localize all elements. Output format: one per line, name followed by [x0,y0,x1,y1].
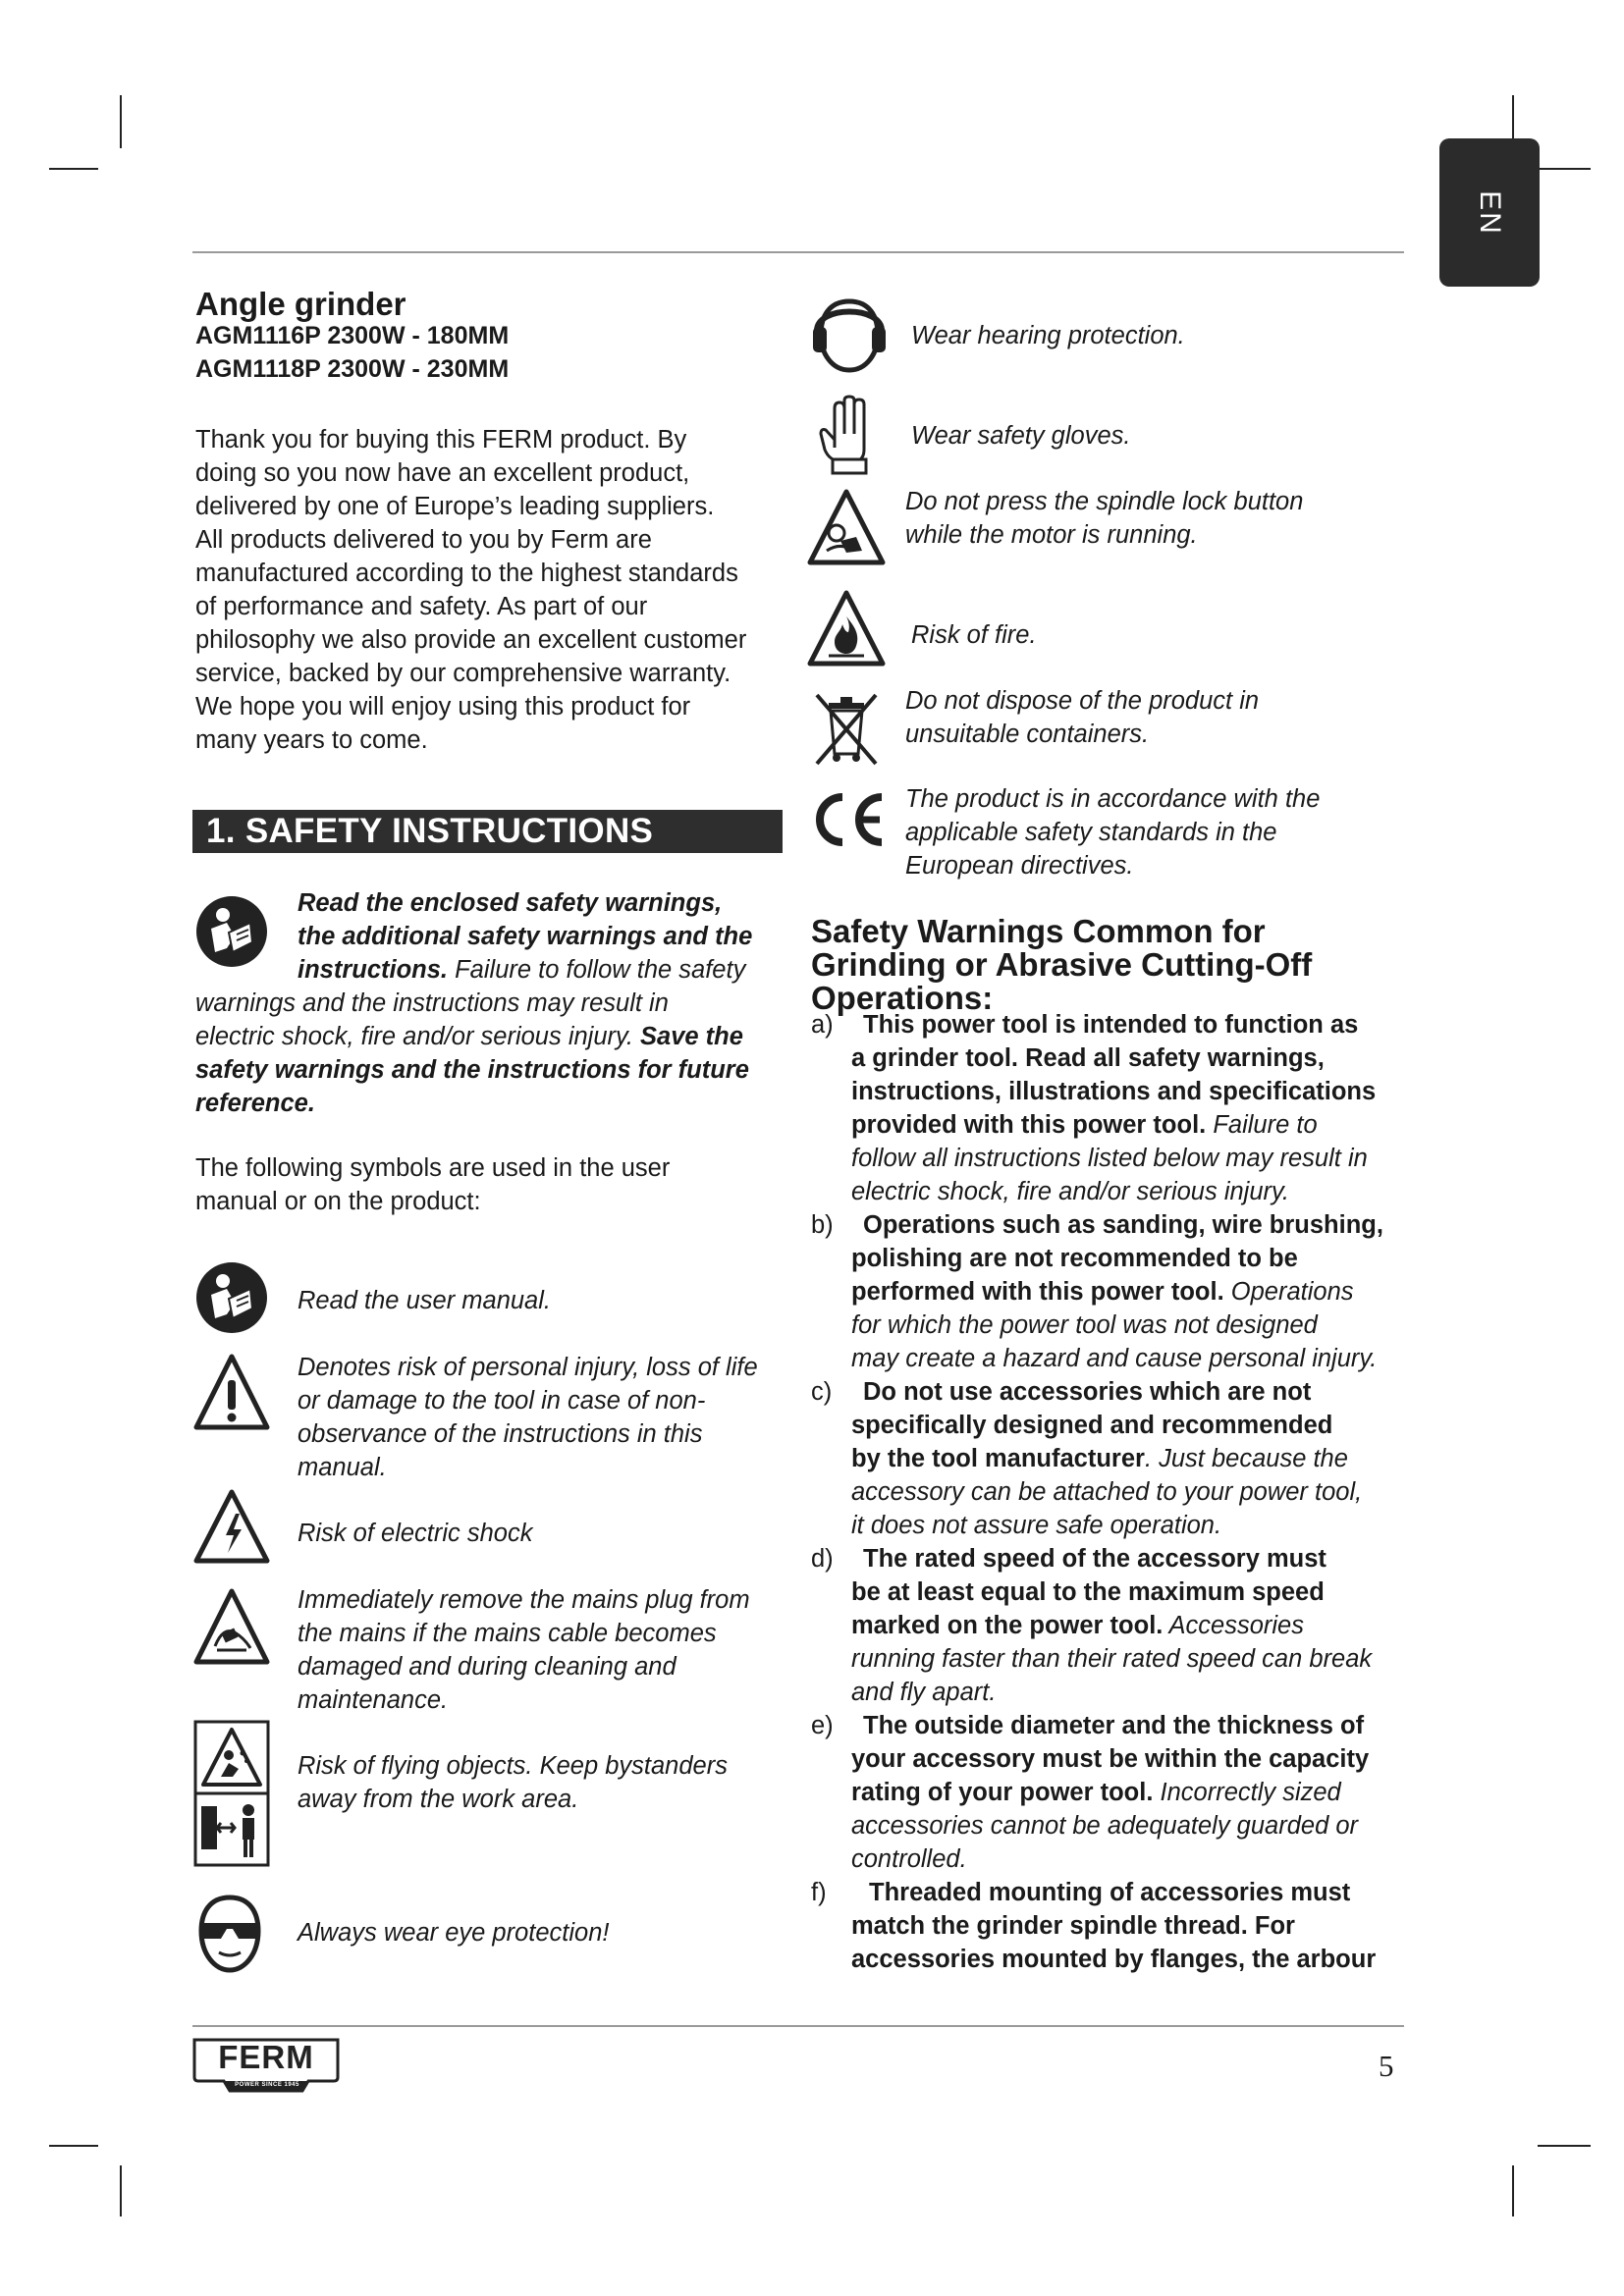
symbol-line: Read the user manual. [298,1287,551,1314]
model-line: AGM1118P 2300W - 230MM [195,355,510,383]
language-tab-label: EN [1474,189,1506,236]
warning-bold-line: Threaded mounting of accessories must [869,1879,1351,1906]
symbol-line: the mains if the mains cable becomes [298,1620,717,1647]
fire-icon [807,589,886,669]
hearing-protection-icon [811,295,888,374]
safety-read-line [195,1020,794,1053]
warning-item-letter: c) [811,1378,833,1406]
warning-italic-line: may create a hazard and cause personal injury. [851,1345,1378,1372]
ce-mark-icon [809,791,888,848]
symbol-line: maintenance. [298,1686,449,1714]
warning-italic-line: controlled. [851,1845,967,1873]
symbol-line: Immediately remove the mains plug from [298,1586,750,1614]
model-line: AGM1116P 2300W - 180MM [195,322,510,349]
warning-italic-line: follow all instructions listed below may result in [851,1145,1368,1172]
warning-item [811,1876,1420,1976]
warning-italic-line: accessories cannot be adequately guarded or [851,1812,1359,1840]
warning-bold-tail: rating of your power tool. [851,1779,1154,1806]
warning-item [811,1542,1420,1709]
symbol-line: manual. [298,1454,387,1481]
intro-line: All products delivered to you by Ferm are [195,526,652,554]
warning-bold-line: match the grinder spindle thread. For [851,1912,1295,1940]
warning-bold-line: accessories mounted by flanges, the arbour [851,1946,1377,1973]
warning-bold-tail: marked on the power tool. [851,1612,1164,1639]
intro-line: of performance and safety. As part of our [195,593,648,620]
warning-mixed-line [851,1609,1420,1642]
warning-item-letter: a) [811,1011,834,1039]
warning-bold-tail: by the tool manufacturer [851,1445,1145,1472]
header-rule [192,251,1404,253]
safety-gloves-icon [817,395,878,475]
warning-bold-line: your accessory must be within the capacity [851,1745,1370,1773]
eye-protection-icon [193,1894,266,1974]
page-number: 5 [1379,2049,1394,2083]
symbol-description [298,1351,798,1484]
warning-item [811,1709,1420,1876]
symbol-line: away from the work area. [298,1786,579,1813]
symbol-description [911,319,1412,352]
warning-item [811,1375,1420,1542]
warning-bold-line: be at least equal to the maximum speed [851,1578,1325,1606]
warning-bold-tail: provided with this power tool. [851,1111,1207,1139]
warning-italic-tail: Accessories [1163,1612,1304,1639]
safety-read-bold: Read the enclosed safety warnings, [298,889,723,917]
intro-line: Thank you for buying this FERM product. By [195,426,687,454]
warnings-heading-line: Grinding or Abrasive Cutting-Off [811,946,1313,983]
warning-mixed-line [851,1776,1420,1809]
intro-line: service, backed by our comprehensive warranty. [195,660,731,687]
safety-read-italic: Failure to follow the safety [448,956,746,984]
symbols-intro [195,1151,794,1218]
symbol-description [298,1916,798,1949]
intro-line: many years to come. [195,726,428,754]
crossed-bin-icon [811,689,882,768]
symbol-line: Do not press the spindle lock button [905,488,1304,515]
safety-read-bold: instructions. [298,956,449,984]
crop-mark [49,2145,98,2147]
safety-read-line [195,920,794,953]
symbol-line: Wear safety gloves. [911,422,1131,450]
unplug-icon [193,1587,270,1668]
warning-bold-line: This power tool is intended to function as [863,1011,1359,1039]
warning-italic-line: electric shock, fire and/or serious injury. [851,1178,1289,1205]
symbol-description [298,1284,798,1317]
symbol-description [298,1517,798,1550]
warning-item [811,1008,1420,1208]
warning-bold-line: The rated speed of the accessory must [863,1545,1326,1573]
crop-mark [1512,2165,1514,2216]
warning-italic-tail: . Just because the [1144,1445,1348,1472]
warning-bold-line: Do not use accessories which are not [863,1378,1312,1406]
symbols-intro-line: The following symbols are used in the user [195,1154,671,1182]
warning-triangle-icon [193,1353,270,1433]
intro-paragraph [195,423,794,757]
section-title: 1. SAFETY INSTRUCTIONS [192,810,783,853]
warning-bold-line: specifically designed and recommended [851,1412,1333,1439]
symbol-description [298,1749,798,1816]
crop-mark [1538,2145,1591,2147]
warning-italic-tail: Failure to [1206,1111,1318,1139]
warning-item-letter: f) [811,1879,827,1906]
warning-italic-line: accessory can be attached to your power tool, [851,1478,1363,1506]
safety-read-line [195,886,794,920]
crop-mark [49,168,98,170]
warnings-heading-line: Safety Warnings Common for [811,913,1266,949]
warning-item-letter: e) [811,1712,834,1739]
symbol-line: while the motor is running. [905,521,1198,549]
symbol-line: Risk of electric shock [298,1520,533,1547]
symbol-line: Wear hearing protection. [911,322,1185,349]
intro-line: doing so you now have an excellent product, [195,459,690,487]
warning-item-letter: d) [811,1545,834,1573]
warning-mixed-line [851,1108,1420,1142]
symbol-description [911,419,1412,453]
flying-objects-icon [193,1720,270,1867]
safety-read-bold: the additional safety warnings and the [298,923,753,950]
intro-line: philosophy we also provide an excellent customer [195,626,747,654]
warning-bold-tail: performed with this power tool. [851,1278,1224,1306]
warning-bold-line: a grinder tool. Read all safety warnings, [851,1044,1325,1072]
safety-read-block [195,886,794,1120]
symbol-line: observance of the instructions in this [298,1420,703,1448]
symbol-line: applicable safety standards in the [905,819,1277,846]
safety-read-bold: Save the [640,1023,743,1050]
symbol-line: Denotes risk of personal injury, loss of life [298,1354,758,1381]
warning-italic-line: for which the power tool was not designed [851,1311,1318,1339]
symbol-line: The product is in accordance with the [905,785,1321,813]
language-tab [1439,138,1540,287]
safety-read-line [195,953,794,987]
warning-item [811,1208,1420,1375]
symbol-line: Risk of fire. [911,621,1037,649]
symbol-line: unsuitable containers. [905,721,1150,748]
symbol-description [905,684,1406,751]
symbol-line: damaged and during cleaning and [298,1653,677,1681]
warning-bold-line: The outside diameter and the thickness of [863,1712,1365,1739]
warning-bold-line: Operations such as sanding, wire brushing, [863,1211,1383,1239]
symbol-description [911,618,1412,652]
crop-mark [120,2165,122,2216]
warnings-heading-line: Operations: [811,980,994,1016]
electric-shock-icon [193,1488,270,1567]
warning-italic-line: it does not assure safe operation. [851,1512,1222,1539]
ferm-logo-text: FERM [218,2039,314,2075]
safety-read-italic: electric shock, fire and/or serious injury. [195,1023,641,1050]
ferm-logo-tagline: POWER SINCE 1945 [235,2082,299,2088]
warning-item-letter: b) [811,1211,834,1239]
symbol-description [905,782,1406,882]
warning-italic-tail: Incorrectly sized [1153,1779,1341,1806]
safety-read-line: warnings and the instructions may result in [195,989,669,1017]
symbol-line: or damage to the tool in case of non- [298,1387,706,1415]
read-manual-icon [193,1259,270,1336]
symbol-description [298,1583,798,1717]
crop-mark [120,95,122,148]
product-title: Angle grinder [195,286,406,322]
symbol-line: European directives. [905,852,1134,880]
warning-italic-line: and fly apart. [851,1679,997,1706]
warning-mixed-line [851,1275,1420,1308]
warning-bold-line: polishing are not recommended to be [851,1245,1298,1272]
crop-mark [1538,168,1591,170]
symbols-intro-line: manual or on the product: [195,1188,481,1215]
footer-rule [192,2025,1404,2027]
intro-line: manufactured according to the highest standards [195,560,738,587]
symbol-line: Always wear eye protection! [298,1919,610,1947]
warning-italic-tail: Operations [1223,1278,1354,1306]
warning-italic-line: running faster than their rated speed can break [851,1645,1373,1673]
warning-mixed-line [851,1442,1420,1475]
safety-read-line: reference. [195,1090,315,1117]
intro-line: delivered by one of Europe’s leading suppliers. [195,493,715,520]
intro-line: We hope you will enjoy using this product for [195,693,691,721]
symbol-line: Risk of flying objects. Keep bystanders [298,1752,728,1780]
symbol-line: Do not dispose of the product in [905,687,1260,715]
symbol-description [905,485,1406,552]
spindle-lock-icon [807,488,886,568]
safety-read-line: safety warnings and the instructions for future [195,1056,749,1084]
warning-bold-line: instructions, illustrations and specifications [851,1078,1377,1105]
warnings-heading [811,915,1420,1015]
